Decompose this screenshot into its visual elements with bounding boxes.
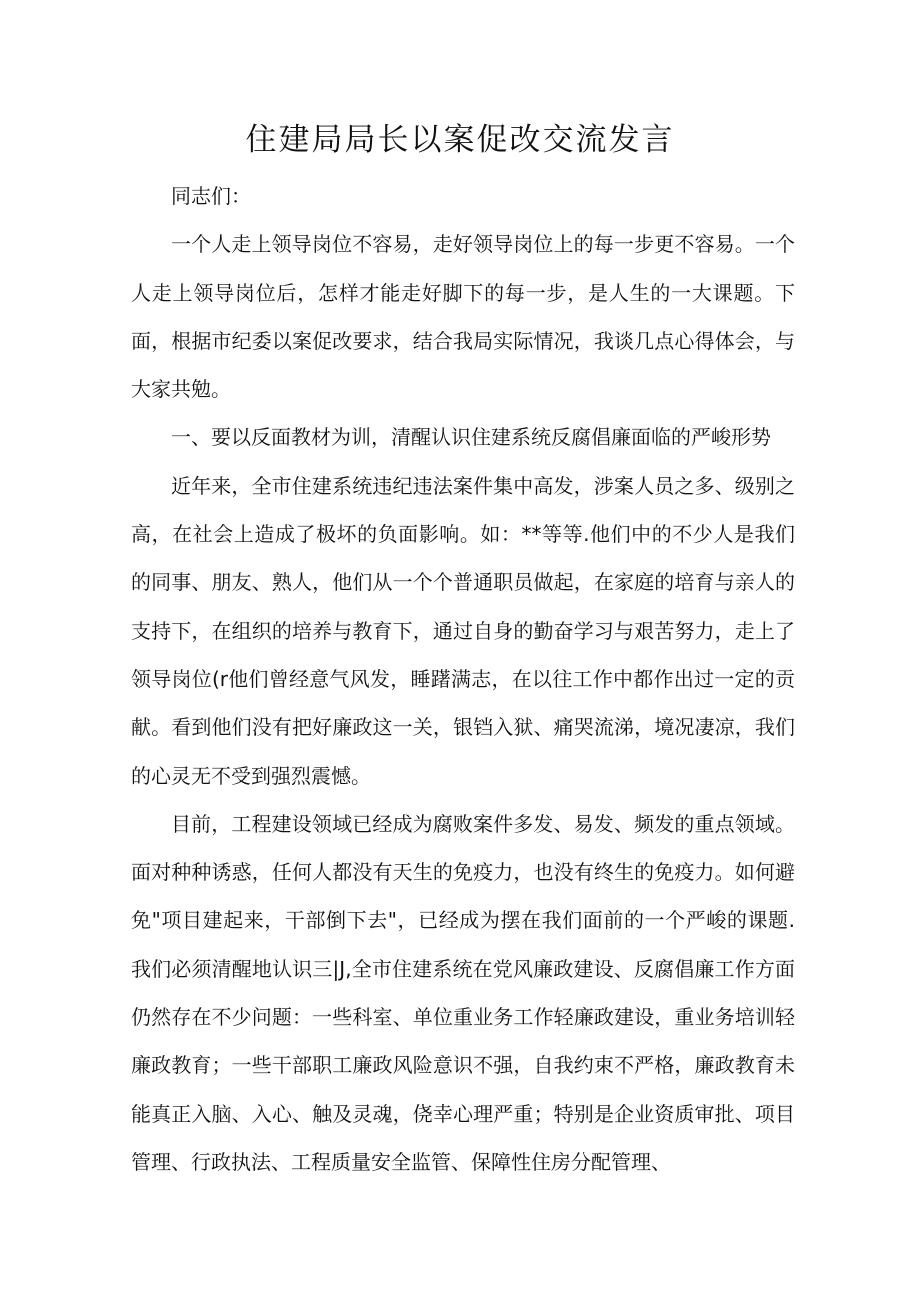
body-paragraph: 近年来，全市住建系统违纪违法案件集中高发，涉案人员之多、级别之高，在社会上造成了极坏的负面影响。如：**等等.他们中的不少人是我们的同事、朋友、熟人，他们从一个个普通职员做起，在家庭的培育与亲人的支持下，在组织的培养与教育下，通过自身的勤奋学习与艰苦努力，走上了领导岗位(r他们曾经意气风发，睡躇满志，在以往工作中都作出过一定的贡献。看到他们没有把好廉政这一关，银铛入狱、痛哭流涕，境况凄凉，我们的心灵无不受到强烈震憾。 [131,473,795,788]
intro-paragraph: 一个人走上领导岗位不容易，走好领导岗位上的每一步更不容易。一个人走上领导岗位后，怎样才能走好脚下的每一步，是人生的一大课题。下面，根据市纪委以案促改要求，结合我局实际情况，我谈几点心得体会，与大家共勉。 [131,232,795,402]
section-heading: 一、要以反面教材为训，清醒认识住建系统反腐倡廉面临的严峻形势 [171,425,771,450]
body-paragraph: 目前，工程建设领域已经成为腐败案件多发、易发、频发的重点领域。面对种种诱惑，任何人都没有天生的免疫力，也没有终生的免疫力。如何避免"项目建起来，干部倒下去"，已经成为摆在我们面前的一个严峻的课题.我们必须清醒地认识三|J,全市住建系统在党风廉政建设、反腐倡廉工作方面仍然存在不少问题：一些科室、单位重业务工作轻廉政建设，重业务培训轻廉政教育；一些干部职工廉政风险意识不强，自我约束不严格，廉政教育未能真正入脑、入心、触及灵魂，侥幸心理严重；特别是企业资质审批、项目管理、行政执法、工程质量安全监管、保障性住房分配管理、 [131,811,795,1174]
salutation-paragraph: 同志们： [171,184,251,208]
document-body [131,172,795,1186]
document-title: 住建局局长以案促改交流发言 [245,122,675,158]
